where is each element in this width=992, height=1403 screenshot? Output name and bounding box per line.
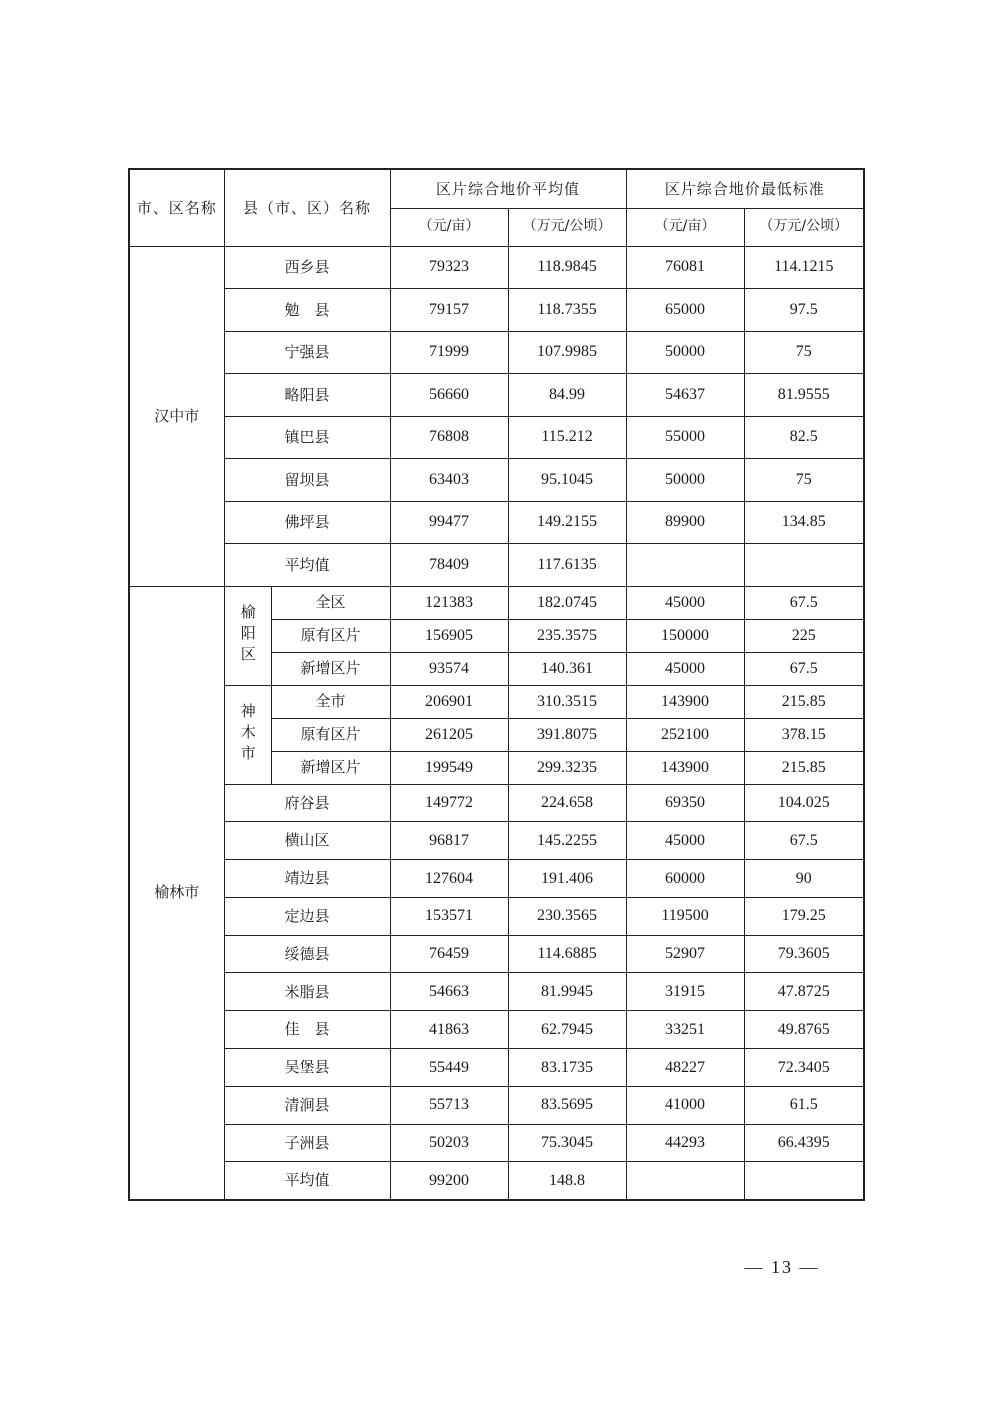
avg-price-wan-ha: 117.6135 bbox=[508, 544, 626, 587]
avg-price-wan-ha: 391.8075 bbox=[508, 718, 626, 751]
district-group-label: 榆阳区 bbox=[224, 586, 271, 685]
avg-price-yuan-mu: 199549 bbox=[390, 751, 508, 784]
avg-price-yuan-mu: 63403 bbox=[390, 459, 508, 502]
min-price-yuan-mu: 89900 bbox=[626, 501, 744, 544]
avg-price-wan-ha: 182.0745 bbox=[508, 586, 626, 619]
county-name: 镇巴县 bbox=[224, 416, 390, 459]
avg-price-yuan-mu: 99477 bbox=[390, 501, 508, 544]
county-name: 佛坪县 bbox=[224, 501, 390, 544]
avg-price-yuan-mu: 71999 bbox=[390, 331, 508, 374]
table-row bbox=[129, 501, 864, 544]
county-name: 吴堡县 bbox=[224, 1049, 390, 1087]
county-name: 平均值 bbox=[224, 1162, 390, 1200]
avg-price-yuan-mu: 96817 bbox=[390, 822, 508, 860]
table-row bbox=[129, 1162, 864, 1200]
table-row bbox=[129, 822, 864, 860]
avg-price-yuan-mu: 50203 bbox=[390, 1124, 508, 1162]
min-price-yuan-mu: 52907 bbox=[626, 935, 744, 973]
min-price-wan-ha: 90 bbox=[744, 860, 864, 898]
min-price-yuan-mu: 143900 bbox=[626, 751, 744, 784]
sub-area-name: 原有区片 bbox=[271, 619, 390, 652]
min-price-wan-ha: 47.8725 bbox=[744, 973, 864, 1011]
avg-price-yuan-mu: 153571 bbox=[390, 897, 508, 935]
min-price-wan-ha: 67.5 bbox=[744, 586, 864, 619]
avg-price-wan-ha: 115.212 bbox=[508, 416, 626, 459]
avg-price-wan-ha: 114.6885 bbox=[508, 935, 626, 973]
county-name: 米脂县 bbox=[224, 973, 390, 1011]
min-price-yuan-mu: 45000 bbox=[626, 822, 744, 860]
avg-price-yuan-mu: 156905 bbox=[390, 619, 508, 652]
county-name: 留坝县 bbox=[224, 459, 390, 502]
avg-price-wan-ha: 299.3235 bbox=[508, 751, 626, 784]
table-row bbox=[129, 586, 864, 619]
avg-price-wan-ha: 118.7355 bbox=[508, 289, 626, 332]
city-name: 汉中市 bbox=[129, 246, 224, 586]
min-price-wan-ha: 179.25 bbox=[744, 897, 864, 935]
min-price-yuan-mu: 54637 bbox=[626, 374, 744, 417]
min-price-yuan-mu: 44293 bbox=[626, 1124, 744, 1162]
avg-price-wan-ha: 148.8 bbox=[508, 1162, 626, 1200]
table-row bbox=[129, 1011, 864, 1049]
min-price-wan-ha bbox=[744, 544, 864, 587]
min-price-yuan-mu: 76081 bbox=[626, 246, 744, 289]
county-name: 靖边县 bbox=[224, 860, 390, 898]
header-city: 市、区名称 bbox=[129, 169, 224, 246]
sub-area-name: 原有区片 bbox=[271, 718, 390, 751]
header-min-unit-ha: （万元/公顷） bbox=[744, 208, 864, 246]
avg-price-wan-ha: 84.99 bbox=[508, 374, 626, 417]
min-price-yuan-mu: 252100 bbox=[626, 718, 744, 751]
land-price-table bbox=[128, 168, 865, 1201]
min-price-wan-ha: 81.9555 bbox=[744, 374, 864, 417]
avg-price-wan-ha: 191.406 bbox=[508, 860, 626, 898]
avg-price-yuan-mu: 206901 bbox=[390, 685, 508, 718]
min-price-wan-ha: 97.5 bbox=[744, 289, 864, 332]
avg-price-wan-ha: 140.361 bbox=[508, 652, 626, 685]
table-row bbox=[129, 416, 864, 459]
min-price-yuan-mu: 60000 bbox=[626, 860, 744, 898]
avg-price-yuan-mu: 55713 bbox=[390, 1086, 508, 1124]
min-price-yuan-mu: 119500 bbox=[626, 897, 744, 935]
min-price-yuan-mu bbox=[626, 1162, 744, 1200]
min-price-yuan-mu: 45000 bbox=[626, 652, 744, 685]
min-price-yuan-mu: 50000 bbox=[626, 331, 744, 374]
district-group-label: 神木市 bbox=[224, 685, 271, 784]
page-number: — 13 — bbox=[744, 1257, 820, 1277]
min-price-yuan-mu: 65000 bbox=[626, 289, 744, 332]
avg-price-wan-ha: 149.2155 bbox=[508, 501, 626, 544]
table-row bbox=[129, 246, 864, 289]
avg-price-wan-ha: 62.7945 bbox=[508, 1011, 626, 1049]
avg-price-yuan-mu: 93574 bbox=[390, 652, 508, 685]
min-price-wan-ha: 114.1215 bbox=[744, 246, 864, 289]
min-price-wan-ha: 75 bbox=[744, 331, 864, 374]
min-price-yuan-mu: 150000 bbox=[626, 619, 744, 652]
min-price-wan-ha: 104.025 bbox=[744, 784, 864, 822]
county-name: 子洲县 bbox=[224, 1124, 390, 1162]
table-row bbox=[129, 1049, 864, 1087]
table-row bbox=[129, 935, 864, 973]
county-name: 府谷县 bbox=[224, 784, 390, 822]
county-name: 定边县 bbox=[224, 897, 390, 935]
avg-price-wan-ha: 95.1045 bbox=[508, 459, 626, 502]
avg-price-yuan-mu: 76459 bbox=[390, 935, 508, 973]
avg-price-yuan-mu: 55449 bbox=[390, 1049, 508, 1087]
min-price-wan-ha: 75 bbox=[744, 459, 864, 502]
avg-price-wan-ha: 230.3565 bbox=[508, 897, 626, 935]
min-price-wan-ha: 49.8765 bbox=[744, 1011, 864, 1049]
avg-price-wan-ha: 83.5695 bbox=[508, 1086, 626, 1124]
county-name: 略阳县 bbox=[224, 374, 390, 417]
min-price-yuan-mu: 33251 bbox=[626, 1011, 744, 1049]
table-row bbox=[129, 897, 864, 935]
avg-price-yuan-mu: 79323 bbox=[390, 246, 508, 289]
min-price-wan-ha: 79.3605 bbox=[744, 935, 864, 973]
min-price-wan-ha: 215.85 bbox=[744, 685, 864, 718]
header-min-unit-mu: （元/亩） bbox=[626, 208, 744, 246]
min-price-wan-ha: 67.5 bbox=[744, 652, 864, 685]
min-price-wan-ha: 225 bbox=[744, 619, 864, 652]
min-price-wan-ha: 82.5 bbox=[744, 416, 864, 459]
county-name: 绥德县 bbox=[224, 935, 390, 973]
min-price-yuan-mu: 31915 bbox=[626, 973, 744, 1011]
table-row bbox=[129, 973, 864, 1011]
table-row bbox=[129, 860, 864, 898]
min-price-yuan-mu: 45000 bbox=[626, 586, 744, 619]
avg-price-yuan-mu: 54663 bbox=[390, 973, 508, 1011]
city-name: 榆林市 bbox=[129, 586, 224, 1200]
avg-price-yuan-mu: 78409 bbox=[390, 544, 508, 587]
header-avg-unit-mu: （元/亩） bbox=[390, 208, 508, 246]
avg-price-yuan-mu: 99200 bbox=[390, 1162, 508, 1200]
avg-price-wan-ha: 83.1735 bbox=[508, 1049, 626, 1087]
avg-price-wan-ha: 81.9945 bbox=[508, 973, 626, 1011]
avg-price-yuan-mu: 121383 bbox=[390, 586, 508, 619]
min-price-yuan-mu: 50000 bbox=[626, 459, 744, 502]
avg-price-yuan-mu: 41863 bbox=[390, 1011, 508, 1049]
avg-price-wan-ha: 145.2255 bbox=[508, 822, 626, 860]
avg-price-wan-ha: 75.3045 bbox=[508, 1124, 626, 1162]
county-name: 清涧县 bbox=[224, 1086, 390, 1124]
sub-area-name: 全区 bbox=[271, 586, 390, 619]
sub-area-name: 新增区片 bbox=[271, 652, 390, 685]
avg-price-yuan-mu: 127604 bbox=[390, 860, 508, 898]
header-county: 县（市、区）名称 bbox=[224, 169, 390, 246]
avg-price-wan-ha: 118.9845 bbox=[508, 246, 626, 289]
min-price-wan-ha: 67.5 bbox=[744, 822, 864, 860]
header-avg-group: 区片综合地价平均值 bbox=[390, 169, 626, 208]
avg-price-yuan-mu: 261205 bbox=[390, 718, 508, 751]
avg-price-yuan-mu: 79157 bbox=[390, 289, 508, 332]
avg-price-yuan-mu: 149772 bbox=[390, 784, 508, 822]
avg-price-yuan-mu: 56660 bbox=[390, 374, 508, 417]
min-price-yuan-mu: 143900 bbox=[626, 685, 744, 718]
min-price-yuan-mu bbox=[626, 544, 744, 587]
county-name: 宁强县 bbox=[224, 331, 390, 374]
avg-price-wan-ha: 224.658 bbox=[508, 784, 626, 822]
sub-area-name: 新增区片 bbox=[271, 751, 390, 784]
min-price-wan-ha: 378.15 bbox=[744, 718, 864, 751]
min-price-wan-ha: 215.85 bbox=[744, 751, 864, 784]
min-price-wan-ha: 134.85 bbox=[744, 501, 864, 544]
table-row bbox=[129, 1124, 864, 1162]
avg-price-wan-ha: 107.9985 bbox=[508, 331, 626, 374]
table-row bbox=[129, 1086, 864, 1124]
min-price-yuan-mu: 55000 bbox=[626, 416, 744, 459]
county-name: 西乡县 bbox=[224, 246, 390, 289]
header-min-group: 区片综合地价最低标准 bbox=[626, 169, 864, 208]
min-price-yuan-mu: 69350 bbox=[626, 784, 744, 822]
county-name: 勉 县 bbox=[224, 289, 390, 332]
table-row bbox=[129, 289, 864, 332]
table-row bbox=[129, 374, 864, 417]
county-name: 横山区 bbox=[224, 822, 390, 860]
county-name: 佳 县 bbox=[224, 1011, 390, 1049]
min-price-yuan-mu: 48227 bbox=[626, 1049, 744, 1087]
min-price-wan-ha: 72.3405 bbox=[744, 1049, 864, 1087]
table-row bbox=[129, 459, 864, 502]
table-row bbox=[129, 784, 864, 822]
table-row bbox=[129, 685, 864, 718]
min-price-wan-ha: 61.5 bbox=[744, 1086, 864, 1124]
table-row bbox=[129, 544, 864, 587]
min-price-wan-ha: 66.4395 bbox=[744, 1124, 864, 1162]
sub-area-name: 全市 bbox=[271, 685, 390, 718]
avg-price-wan-ha: 310.3515 bbox=[508, 685, 626, 718]
table-row bbox=[129, 331, 864, 374]
min-price-yuan-mu: 41000 bbox=[626, 1086, 744, 1124]
header-avg-unit-ha: （万元/公顷） bbox=[508, 208, 626, 246]
county-name: 平均值 bbox=[224, 544, 390, 587]
avg-price-yuan-mu: 76808 bbox=[390, 416, 508, 459]
min-price-wan-ha bbox=[744, 1162, 864, 1200]
avg-price-wan-ha: 235.3575 bbox=[508, 619, 626, 652]
